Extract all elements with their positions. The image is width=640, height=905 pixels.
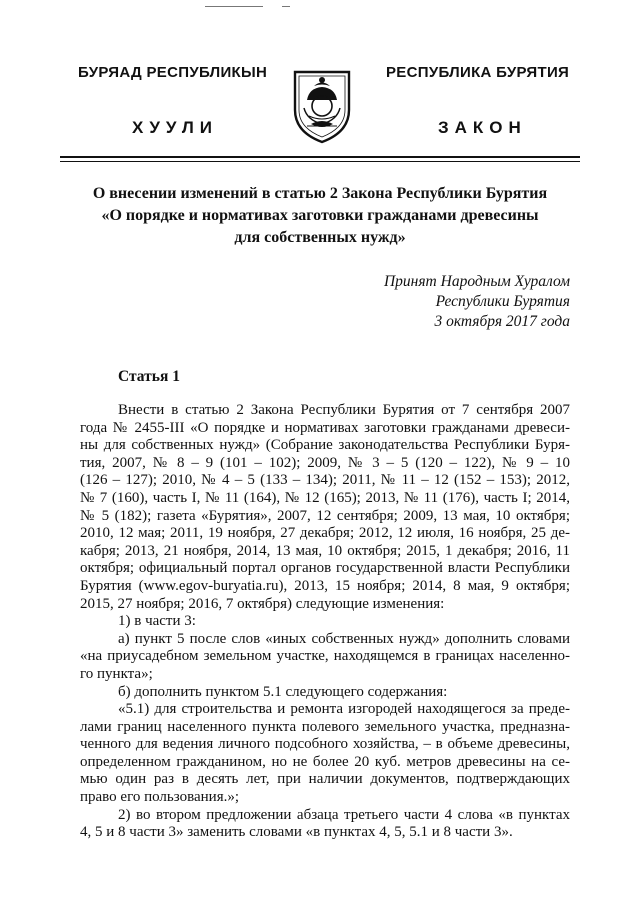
law-title [60,183,580,249]
body-line: Внести в статью 2 Закона Республики Бурятия от 7 сентября 2007 [118,402,570,418]
body-line: ны для собственных нужд» (Собрание законодательства Республики Буря- [80,437,570,454]
body-line: 1) в части 3: [118,613,196,630]
adoption-note-line: Республики Бурятия [435,293,570,310]
header-left-republic: БУРЯАД РЕСПУБЛИКЫН [78,64,268,81]
body-line: определенном гражданином, но не более 20 куб. метров древесины на се- [80,753,570,770]
header-right-doc-type: ЗАКОН [438,118,527,137]
header-right-republic: РЕСПУБЛИКА БУРЯТИЯ [386,64,570,81]
body-line: «5.1) для строительства и ремонта изгородей находящегося за преде- [118,701,570,718]
scan-mark [282,6,290,7]
adoption-note-line: Принят Народным Хуралом [383,273,570,290]
body-line: 2010, 12 мая; 2011, 19 ноября, 27 декабря; 2012, 12 июля, 16 ноября, 25 де- [80,525,570,542]
body-line: 4, 5 и 8 части 3» заменить словами «в пунктах 4, 5, 5.1 и 8 части 3». [80,824,513,841]
body-line: кабря; 2013, 21 ноября, 2014, 13 мая, 10 октября; 2015, 1 декабря; 2016, 11 [80,542,570,559]
body-line: № 7 (160), часть I, № 11 (164), № 12 (165); 2013, № 11 (176), часть I; 2014, [80,489,570,506]
adoption-note-line: 3 октября 2017 года [434,313,570,330]
header-left-doc-type: ХУУЛИ [132,118,218,137]
article-heading: Статья 1 [118,368,180,385]
body-line: б) дополнить пунктом 5.1 следующего содержания: [118,683,448,700]
body-line: 2015, 27 ноября; 2016, 7 октября) следующие изменения: [80,595,445,612]
body-line: октября; официальный портал органов государственной власти Республики [80,560,570,577]
body-line: право его пользования.»; [80,789,240,806]
header-divider-thin [60,161,580,162]
body-line: года № 2455-III «О порядке и нормативах заготовки гражданами древеси- [80,419,570,436]
body-line: 2) во втором предложении абзаца третьего части 4 слова «в пунктах [118,806,570,823]
law-title-line: «О порядке и нормативах заготовки гражданами древесины [101,207,539,224]
law-title-line: для собственных нужд» [234,229,406,246]
law-title-line: О внесении изменений в статью 2 Закона Республики Бурятия [92,185,548,202]
body-line: Бурятия (www.egov-buryatia.ru), 2013, 15 ноября; 2014, 8 мая, 9 октября; [80,577,570,594]
coat-of-arms-icon [291,66,353,144]
body-line: лами границ населенного пункта полевого земельного участка, предназна- [80,718,570,735]
body-line: го пункта»; [80,665,153,682]
scan-mark [205,6,263,7]
article-body [80,402,570,842]
body-line: (126 – 127); 2010, № 4 – 5 (133 – 134); 2011, № 11 – 12 (152 – 153); 2012, [80,472,570,489]
header-divider-thick [60,156,580,158]
body-line: тия, 2007, № 8 – 9 (101 – 102); 2009, № 3 – 5 (120 – 122), № 9 – 10 [80,454,570,471]
body-line: «на приусадебном земельном участке, находящемся в границах населенно- [80,648,570,665]
adoption-note [384,272,570,332]
body-line: мью один раз в десять лет, при наличии документов, подтверждающих [80,771,570,788]
body-line: № 5 (182); газета «Бурятия», 2007, 12 сентября; 2009, 13 мая, 10 октября; [80,507,570,524]
body-line: ченного для ведения личного подсобного хозяйства, – в объеме древесины, [80,736,570,753]
body-line: а) пункт 5 после слов «иных собственных нужд» дополнить словами [118,630,570,647]
